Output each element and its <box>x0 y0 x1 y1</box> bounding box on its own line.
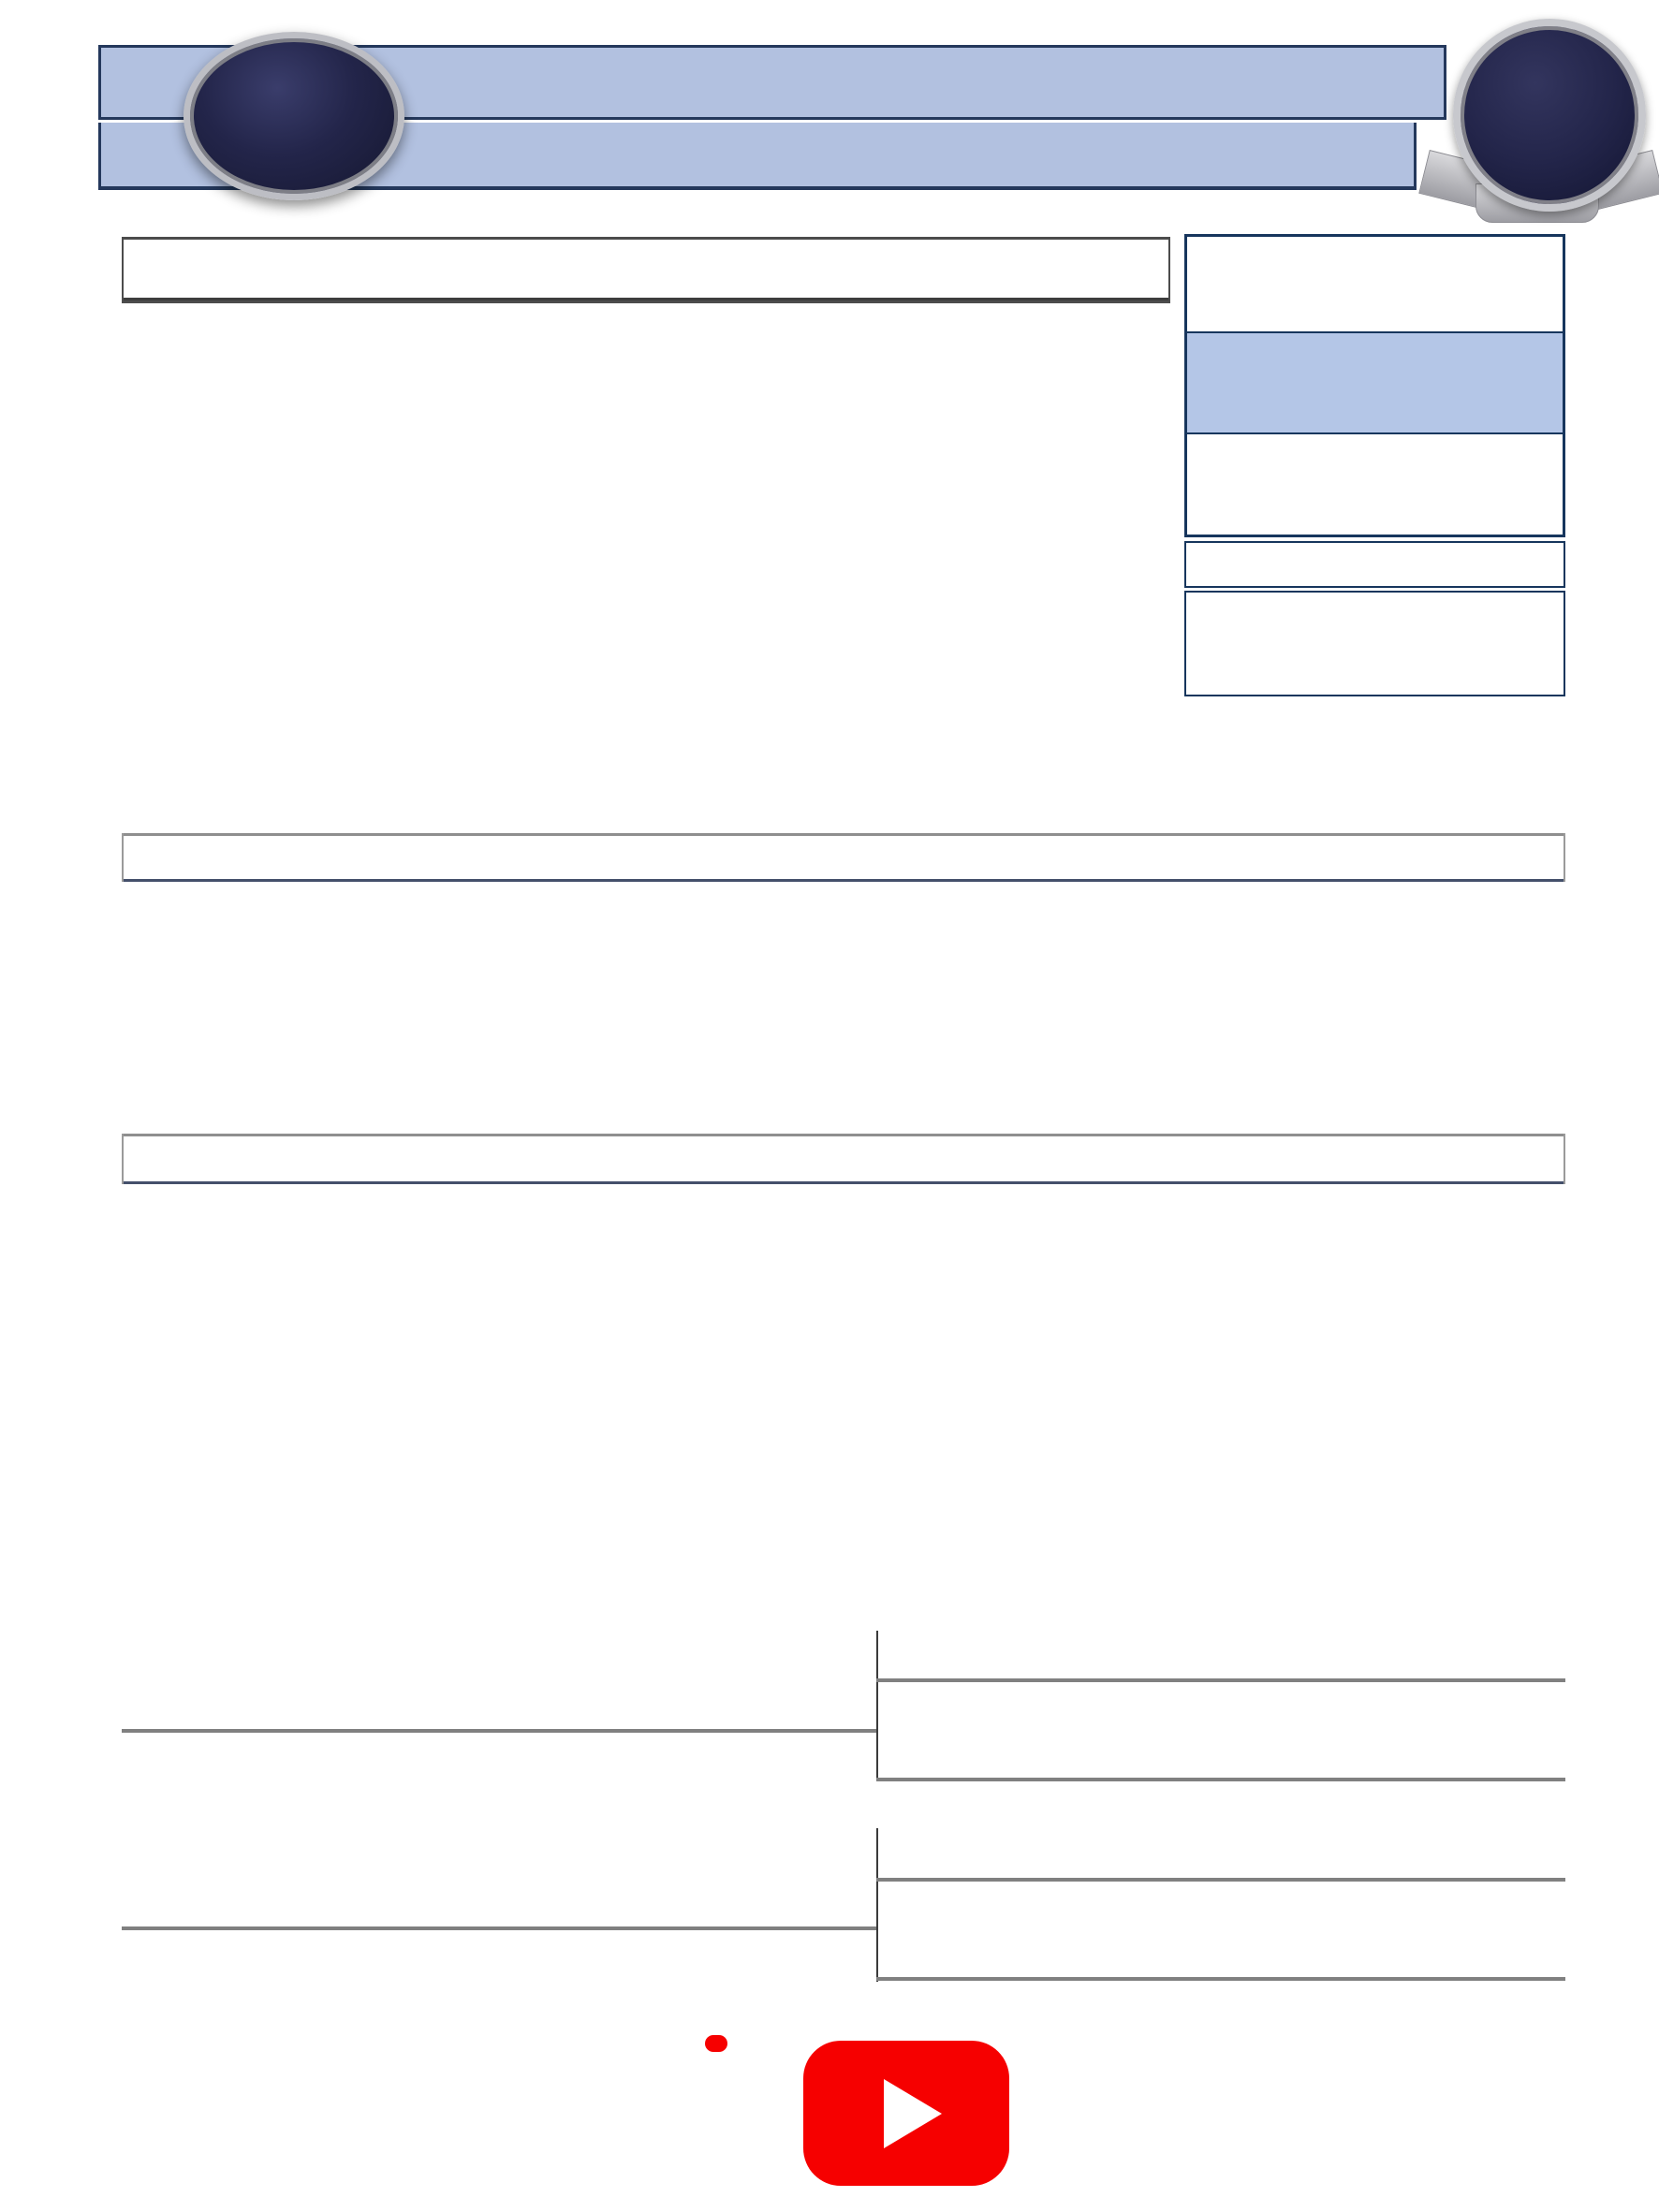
pedigree-line <box>876 1678 1565 1682</box>
pedigree-line <box>122 1729 876 1733</box>
birth-date-box <box>1184 541 1565 588</box>
genetic-evaluations-table <box>122 237 1170 303</box>
ponto-otimo-header <box>124 833 1564 882</box>
ponto-maximo-header <box>124 1134 1564 1184</box>
40-anos-badge <box>1423 17 1659 232</box>
pedigree-line <box>876 1977 1565 1981</box>
qualitas-index-box <box>1184 234 1565 537</box>
badge-circle <box>1453 19 1646 212</box>
pedigree-line <box>122 1926 876 1930</box>
pedigree-connector-paternal <box>876 1631 878 1781</box>
ponto-maximo-table <box>122 1134 1565 1184</box>
youtube-play-button-logo[interactable] <box>803 2041 1009 2186</box>
qualitas-percentil <box>1187 434 1563 531</box>
qualitas-value <box>1187 331 1563 434</box>
weight-box <box>1184 591 1565 696</box>
play-icon <box>884 2079 942 2148</box>
axis-scale <box>885 1136 1418 1181</box>
pedigree-line <box>876 1778 1565 1781</box>
youtube-wordmark-logo[interactable] <box>646 2029 786 2052</box>
qualitas-title <box>1187 237 1563 331</box>
axis-scale <box>885 836 1418 879</box>
youtube-tube-text <box>705 2035 727 2052</box>
genetic-table-header <box>124 240 1168 300</box>
pedigree-line <box>876 1878 1565 1882</box>
ponto-otimo-table <box>122 833 1565 882</box>
pedigree-connector-maternal <box>876 1828 878 1982</box>
topgen-logo <box>184 32 404 200</box>
